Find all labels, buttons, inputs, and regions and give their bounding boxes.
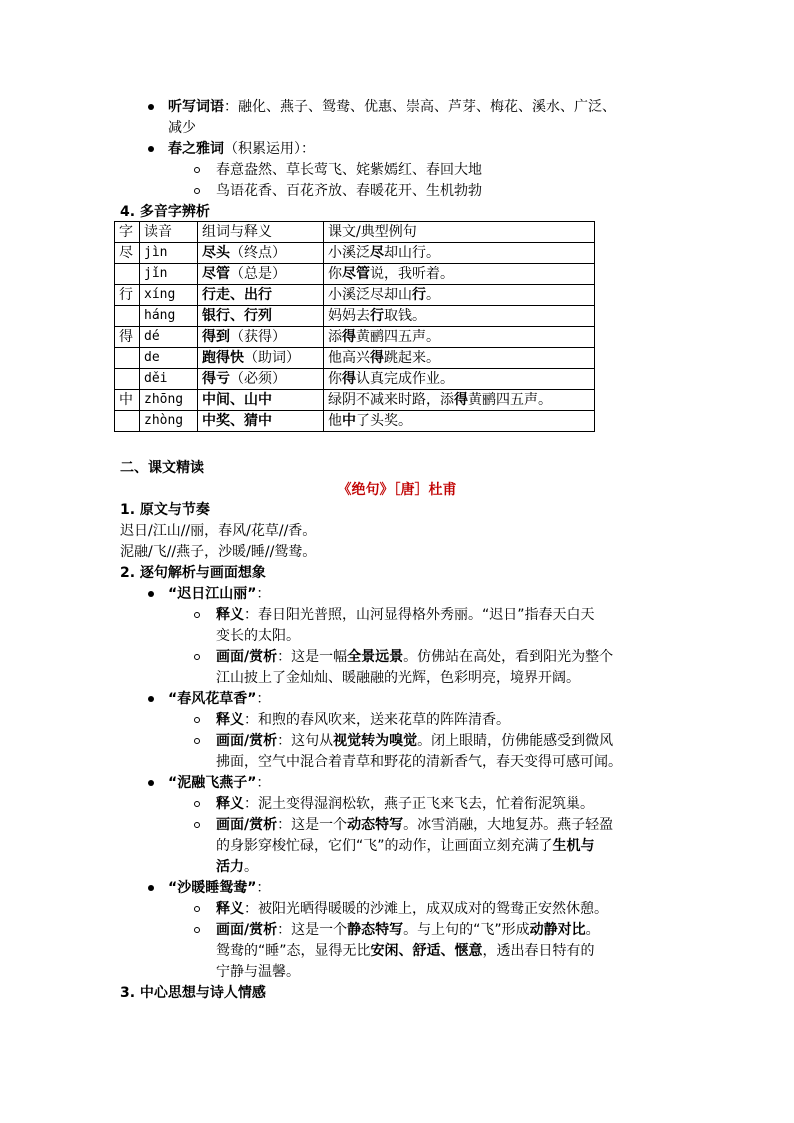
example-keyword: 尽: [370, 245, 384, 261]
analysis-section-title: 2. 逐句解析与画面想象: [120, 565, 266, 581]
meaning-label: 释义: [216, 607, 244, 623]
example-keyword: 行: [370, 308, 384, 324]
polyphonic-section-title: 4. 多音字辨析: [120, 204, 210, 220]
appreciation-text: 。仿佛站在高处，看到阳光为整个: [403, 649, 614, 665]
bullet-icon: [148, 780, 154, 786]
circle-bullet-icon: [194, 612, 200, 618]
bullet-icon: [148, 104, 154, 110]
line-heading-2: [168, 689, 270, 709]
line-heading-text: “泥融飞燕子”: [168, 775, 257, 791]
cell-example: [324, 369, 595, 390]
appreciation-1: [216, 647, 613, 667]
example-text: 小溪泛: [328, 245, 370, 261]
appreciation-keyword: 生机与: [552, 838, 595, 854]
line-heading-4: [168, 878, 270, 898]
meaning-label: 释义: [216, 712, 244, 728]
meaning-2: [216, 710, 510, 730]
example-keyword: 尽管: [342, 266, 370, 282]
separator: 、: [440, 943, 455, 959]
table-row: [115, 264, 595, 285]
cell-pinyin: [140, 327, 198, 348]
example-text: 他: [328, 413, 342, 429]
header-char: 字: [115, 222, 140, 243]
appreciation-text: 鸳鸯的“睡”态，显得无比: [216, 943, 371, 959]
example-text: 你: [328, 266, 342, 282]
original-text-title: 1. 原文与节奏: [120, 502, 210, 518]
appreciation-3: [216, 815, 613, 835]
example-text: 小溪泛尽却山: [328, 287, 412, 303]
table-row: [115, 306, 595, 327]
meaning-text: ：和煦的春风吹来，送来花草的阵阵清香。: [244, 712, 510, 728]
heading-colon: ：: [256, 586, 271, 602]
appreciation-text: 的身影穿梭忙碌，它们“飞”的动作，让画面立刻充满了: [216, 838, 553, 854]
appreciation-keyword: 视觉转为嗅觉: [333, 733, 418, 749]
example-text: 添: [328, 329, 342, 345]
word-gloss: （总是）: [230, 266, 286, 282]
cell-example: [324, 243, 595, 264]
table-header-row: [115, 222, 595, 243]
cell-words: [198, 327, 324, 348]
appreciation-keyword: 安闲: [370, 943, 399, 959]
line-heading-text: “迟日江山丽”: [168, 586, 257, 602]
cell-example: [324, 306, 595, 327]
pinyin-text: jǐn: [144, 266, 168, 281]
word-bold: 行走、出行: [202, 287, 272, 303]
cell-words: [198, 285, 324, 306]
bullet-icon: [148, 696, 154, 702]
cell-pinyin: [140, 369, 198, 390]
circle-bullet-icon: [194, 167, 200, 173]
dictation-line: [168, 97, 616, 117]
meaning-4: [216, 899, 608, 919]
cell-char: [115, 264, 140, 285]
bullet-icon: [148, 885, 154, 891]
polyphonic-table: [114, 221, 595, 432]
word-bold: 银行、行列: [202, 308, 272, 324]
example-text: 认真完成作业。: [356, 371, 454, 387]
appreciation-4-cont: [216, 941, 595, 961]
cell-char: [115, 285, 140, 306]
cell-pinyin: [140, 306, 198, 327]
word-bold: 中奖、猜中: [202, 413, 272, 429]
appreciation-3-cont2: [216, 857, 258, 877]
appreciation-keyword: 惬意: [454, 943, 483, 959]
appreciation-keyword: 舒适: [412, 943, 441, 959]
appreciation-label: 画面/赏析: [216, 922, 278, 938]
appreciation-text: 。冰雪消融，大地复苏。燕子轻盈: [403, 817, 614, 833]
appreciation-keyword: 全景远景: [347, 649, 404, 665]
example-text: 说，我听着。: [370, 266, 454, 282]
cell-pinyin: [140, 285, 198, 306]
separator: 、: [398, 943, 413, 959]
appreciation-keyword: 活力: [216, 859, 244, 875]
line-heading-text: “春风花草香”: [168, 691, 257, 707]
cell-pinyin: [140, 411, 198, 432]
circle-bullet-icon: [194, 906, 200, 912]
word-bold: 尽管: [202, 266, 230, 282]
spring-phrases-line-2: 鸟语花香、百花齐放、春暖花开、生机勃勃: [216, 183, 482, 199]
appreciation-keyword: 静态特写: [347, 922, 404, 938]
circle-bullet-icon: [194, 717, 200, 723]
appreciation-4-cont2: 宁静与温馨。: [216, 964, 300, 980]
cell-words: [198, 411, 324, 432]
word-gloss: （获得）: [230, 329, 286, 345]
cell-pinyin: [140, 348, 198, 369]
word-gloss: （终点）: [230, 245, 286, 261]
appreciation-2-cont: 拂面，空气中混合着青草和野花的清新香气，春天变得可感可闻。: [216, 754, 622, 770]
circle-bullet-icon: [194, 738, 200, 744]
appreciation-label: 画面/赏析: [216, 817, 278, 833]
pinyin-text: zhōng: [144, 392, 184, 407]
pinyin-text: jìn: [144, 245, 168, 260]
cell-words: [198, 369, 324, 390]
circle-bullet-icon: [194, 654, 200, 660]
appreciation-text: ：这是一幅: [277, 649, 348, 665]
char-text: 中: [119, 392, 133, 408]
circle-bullet-icon: [194, 927, 200, 933]
cell-char: [115, 348, 140, 369]
appreciation-label: 画面/赏析: [216, 733, 278, 749]
appreciation-text: ，透出春日特有的: [482, 943, 595, 959]
char-text: 得: [119, 329, 133, 345]
word-gloss: （必须）: [230, 371, 286, 387]
appreciation-text: ：这是一个: [277, 922, 348, 938]
cell-example: [324, 327, 595, 348]
cell-char: [115, 327, 140, 348]
meaning-label: 释义: [216, 796, 244, 812]
meaning-1-cont: 变长的太阳。: [216, 628, 300, 644]
circle-bullet-icon: [194, 801, 200, 807]
dictation-label: 听写词语: [168, 99, 224, 115]
pinyin-text: xíng: [144, 287, 176, 302]
cell-example: [324, 348, 595, 369]
example-keyword: 得: [342, 329, 356, 345]
heading-colon: ：: [256, 691, 271, 707]
example-text: 绿阴不减来时路，添: [328, 392, 454, 408]
meaning-label: 释义: [216, 901, 244, 917]
pinyin-text: de: [144, 350, 160, 365]
appreciation-text: 。闭上眼睛，仿佛能感受到微风: [417, 733, 614, 749]
pinyin-text: dé: [144, 329, 160, 344]
line-heading-text: “沙暖睡鸳鸯”: [168, 880, 257, 896]
word-bold: 中间、山中: [202, 392, 272, 408]
example-text: 黄鹂四五声。: [468, 392, 552, 408]
cell-example: [324, 285, 595, 306]
bullet-icon: [148, 591, 154, 597]
example-text: 他高兴: [328, 350, 370, 366]
cell-example: [324, 411, 595, 432]
cell-char: [115, 306, 140, 327]
bullet-icon: [148, 146, 154, 152]
cell-words: [198, 264, 324, 285]
appreciation-2: [216, 731, 613, 751]
cell-pinyin: [140, 390, 198, 411]
example-text: 了头奖。: [356, 413, 412, 429]
char-text: 尽: [119, 245, 133, 261]
table-row: [115, 243, 595, 264]
word-bold: 得亏: [202, 371, 230, 387]
table-row: [115, 327, 595, 348]
line-heading-1: [168, 584, 270, 604]
cell-char: [115, 243, 140, 264]
line-heading-3: [168, 773, 270, 793]
appreciation-text: 。与上句的“飞”形成: [403, 922, 530, 938]
appreciation-keyword: 动态特写: [347, 817, 404, 833]
header-words: 组词与释义: [198, 222, 324, 243]
example-text: 黄鹂四五声。: [356, 329, 440, 345]
spring-phrases-heading: [168, 139, 315, 159]
dictation-words-cont: 减少: [168, 120, 196, 136]
word-bold: 跑得快: [202, 350, 244, 366]
table-row: [115, 348, 595, 369]
cell-words: [198, 348, 324, 369]
meaning-1: [216, 605, 595, 625]
cell-example: [324, 264, 595, 285]
meaning-3: [216, 794, 594, 814]
example-keyword: 得: [454, 392, 468, 408]
example-text: 妈妈去: [328, 308, 370, 324]
table-row: [115, 369, 595, 390]
pinyin-text: háng: [144, 308, 176, 323]
appreciation-3-cont: [216, 836, 595, 856]
cell-char: [115, 369, 140, 390]
appreciation-label: 画面/赏析: [216, 649, 278, 665]
meaning-text: ：春日阳光普照，山河显得格外秀丽。“迟日”指春天白天: [244, 607, 595, 623]
example-text: 你: [328, 371, 342, 387]
spring-phrases-label: 春之雅词: [168, 141, 224, 157]
poem-title: 《绝句》［唐］杜甫: [337, 482, 457, 498]
word-bold: 得到: [202, 329, 230, 345]
char-text: 行: [119, 287, 133, 303]
appreciation-4: [216, 920, 600, 940]
example-keyword: 得: [370, 350, 384, 366]
word-gloss: （助词）: [244, 350, 300, 366]
example-text: 却山行。: [384, 245, 440, 261]
dictation-words: ：融化、燕子、鸳鸯、优惠、崇高、芦芽、梅花、溪水、广泛、: [224, 99, 616, 115]
appreciation-keyword: 动静对比: [529, 922, 586, 938]
circle-bullet-icon: [194, 822, 200, 828]
appreciation-text: ：这是一个: [277, 817, 348, 833]
meaning-text: ：泥土变得湿润松软，燕子正飞来飞去，忙着衔泥筑巢。: [244, 796, 594, 812]
cell-pinyin: [140, 264, 198, 285]
spring-phrases-line-1: 春意盎然、草长莺飞、姹紫嫣红、春回大地: [216, 162, 482, 178]
spring-phrases-suffix: （积累运用）：: [224, 141, 315, 157]
pinyin-text: děi: [144, 371, 168, 386]
appreciation-text: 。: [585, 922, 600, 938]
example-text: 取钱。: [384, 308, 426, 324]
table-row: [115, 411, 595, 432]
pinyin-text: zhòng: [144, 413, 184, 428]
heading-colon: ：: [256, 775, 271, 791]
cell-char: [115, 411, 140, 432]
cell-pinyin: [140, 243, 198, 264]
meaning-text: ：被阳光晒得暖暖的沙滩上，成双成对的鸳鸯正安然休憩。: [244, 901, 608, 917]
appreciation-1-cont: 江山披上了金灿灿、暖融融的光辉，色彩明亮，境界开阔。: [216, 670, 580, 686]
header-example: 课文/典型例句: [324, 222, 595, 243]
example-keyword: 得: [342, 371, 356, 387]
theme-section-title: 3. 中心思想与诗人情感: [120, 985, 266, 1001]
cell-words: [198, 306, 324, 327]
appreciation-text: ：这句从: [277, 733, 334, 749]
circle-bullet-icon: [194, 188, 200, 194]
cell-example: [324, 390, 595, 411]
table-row: [115, 390, 595, 411]
cell-words: [198, 390, 324, 411]
cell-char: [115, 390, 140, 411]
appreciation-text: 。: [244, 859, 258, 875]
table-row: [115, 285, 595, 306]
example-keyword: 行: [412, 287, 426, 303]
cell-words: [198, 243, 324, 264]
header-pinyin: 读音: [140, 222, 198, 243]
heading-colon: ：: [256, 880, 271, 896]
word-bold: 尽头: [202, 245, 230, 261]
reading-section-title: 二、课文精读: [120, 460, 204, 476]
example-text: 跳起来。: [384, 350, 440, 366]
poem-line-1: 迟日/江山//丽，春风/花草//香。: [120, 523, 317, 539]
poem-line-2: 泥融/飞//燕子，沙暖/睡//鸳鸯。: [120, 544, 317, 560]
example-keyword: 中: [342, 413, 356, 429]
example-text: 。: [426, 287, 440, 303]
